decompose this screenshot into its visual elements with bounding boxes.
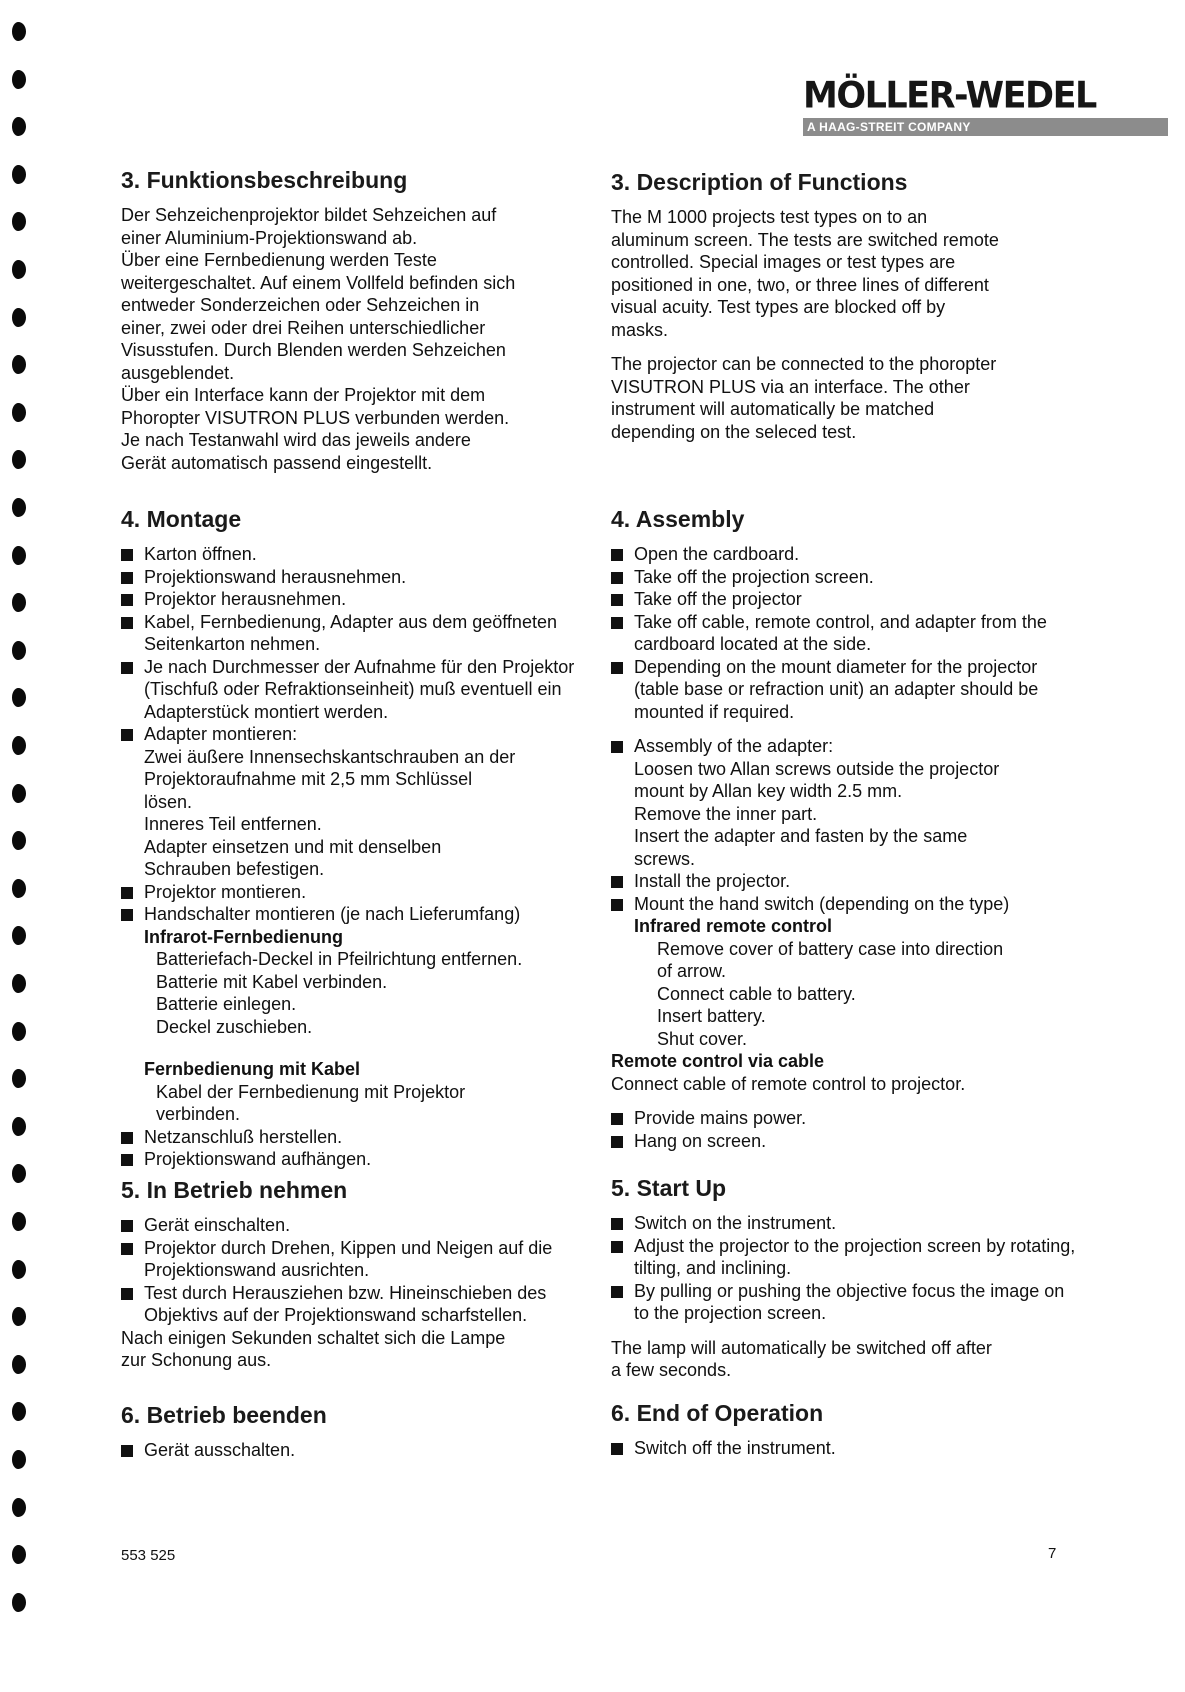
text-line: of arrow. [657, 961, 727, 981]
cable-steps [611, 1073, 1081, 1096]
company-logo [803, 76, 1168, 136]
binder-hole [12, 1450, 26, 1469]
text-line: einer, zwei oder drei Reihen unterschiedlicher [121, 317, 486, 338]
text-line: Batterie mit Kabel verbinden. [156, 971, 388, 992]
infrared-steps [611, 938, 1081, 1051]
text-line: Zwei äußere Innensechskantschrauben an der [144, 746, 516, 767]
list-item: Open the cardboard. [611, 543, 1081, 566]
subheading-infrared: Infrarot-Fernbedienung [144, 926, 343, 947]
binder-hole [12, 784, 26, 803]
text-line: VISUTRON PLUS via an interface. The other [611, 376, 970, 397]
section-title: 4. Assembly [611, 506, 745, 532]
binder-hole [12, 736, 26, 755]
text-line: depending on the seleced test. [611, 421, 857, 442]
adapter-steps [121, 746, 591, 881]
bullet-list [611, 543, 1081, 723]
section-title: 5. Start Up [611, 1175, 727, 1201]
binder-hole [12, 260, 26, 279]
logo-tagline: A HAAG-STREIT COMPANY [803, 118, 1168, 136]
bullet-list [121, 1439, 591, 1462]
section-3-en [611, 168, 1081, 443]
list-item: Depending on the mount diameter for the projector (table base or refraction unit) an adapter should be mounted if required. [611, 656, 1081, 724]
text-line: Batteriefach-Deckel in Pfeilrichtung entfernen. [156, 949, 523, 969]
text-line: mount by Allan key width 2.5 mm. [634, 781, 903, 801]
list-item: Adjust the projector to the projection screen by rotating, tilting, and inclining. [611, 1235, 1081, 1280]
binder-hole [12, 1402, 26, 1421]
binder-hole [12, 1498, 26, 1517]
bullet-list [611, 870, 1081, 915]
text-line: positioned in one, two, or three lines of different [611, 274, 989, 295]
text-line: The projector can be connected to the phoropter [611, 354, 997, 374]
binder-hole [12, 403, 26, 422]
binder-hole [12, 498, 26, 517]
list-item: Take off the projector [611, 588, 1081, 611]
binder-hole [12, 1355, 26, 1374]
list-item: Assembly of the adapter: [611, 735, 1081, 758]
bullet-list [121, 1126, 591, 1171]
adapter-steps [611, 758, 1081, 871]
binder-hole [12, 688, 26, 707]
bullet-list [611, 1437, 1081, 1460]
binder-hole [12, 1069, 26, 1088]
text-line: masks. [611, 319, 669, 340]
binder-hole [12, 546, 26, 565]
list-item: By pulling or pushing the objective focus the image on to the projection screen. [611, 1280, 1081, 1325]
list-item: Take off cable, remote control, and adapter from the cardboard located at the side. [611, 611, 1081, 656]
section-4-de [121, 505, 591, 1171]
text-line: Über ein Interface kann der Projektor mit dem [121, 385, 486, 405]
text-line: Gerät automatisch passend eingestellt. [121, 452, 433, 473]
text-line: screws. [634, 848, 696, 869]
section-note [611, 1337, 1081, 1382]
text-line: Visusstufen. Durch Blenden werden Sehzeichen [121, 340, 506, 360]
logo-wordmark: MÖLLER-WEDEL [803, 75, 1096, 117]
list-item: Take off the projection screen. [611, 566, 1081, 589]
section-3-de [121, 166, 591, 474]
subheading-infrared: Infrared remote control [634, 916, 833, 936]
binder-hole [12, 974, 26, 993]
binder-hole [12, 1545, 26, 1564]
text-line: Inneres Teil entfernen. [144, 814, 322, 834]
binder-hole [12, 926, 26, 945]
text-line: Über eine Fernbedienung werden Teste [121, 250, 437, 270]
binder-hole [12, 117, 26, 136]
list-item: Projektor montieren. [121, 881, 591, 904]
text-line: Kabel der Fernbedienung mit Projektor [156, 1081, 466, 1102]
list-item: Gerät einschalten. [121, 1214, 591, 1237]
bullet-list [611, 1212, 1081, 1325]
text-line: Insert battery. [657, 1006, 766, 1026]
text-line: Shut cover. [657, 1028, 748, 1049]
list-item: Projektor durch Drehen, Kippen und Neigen auf die Projektionswand ausrichten. [121, 1237, 591, 1282]
section-4-en [611, 505, 1081, 1152]
binder-hole [12, 355, 26, 374]
text-line: Schrauben befestigen. [144, 859, 325, 879]
list-item: Netzanschluß herstellen. [121, 1126, 591, 1149]
list-item: Provide mains power. [611, 1107, 1081, 1130]
text-line: Projektoraufnahme mit 2,5 mm Schlüssel [144, 769, 473, 789]
text-line: ausgeblendet. [121, 362, 235, 383]
section-6-de [121, 1401, 591, 1462]
section-title: 3. Description of Functions [611, 169, 908, 195]
bullet-list [121, 1214, 591, 1327]
subheading-cable: Remote control via cable [611, 1051, 825, 1071]
list-item: Switch on the instrument. [611, 1212, 1081, 1235]
text-line: aluminum screen. The tests are switched remote [611, 229, 999, 250]
text-line: Phoropter VISUTRON PLUS verbunden werden. [121, 407, 510, 428]
text-line: a few seconds. [611, 1360, 732, 1380]
text-line: The M 1000 projects test types on to an [611, 207, 928, 227]
bullet-list [121, 543, 591, 746]
section-title: 3. Funktionsbeschreibung [121, 167, 408, 193]
bullet-list [611, 1107, 1081, 1152]
section-title: 4. Montage [121, 506, 242, 532]
text-line: Remove cover of battery case into direction [657, 938, 1004, 959]
section-title: 6. End of Operation [611, 1400, 824, 1426]
page-number: 7 [1048, 1545, 1057, 1562]
text-line: Batterie einlegen. [156, 994, 297, 1014]
section-body [611, 353, 1081, 443]
list-item: Adapter montieren: [121, 723, 591, 746]
binder-hole [12, 1593, 26, 1612]
bullet-list [121, 881, 591, 926]
section-body [611, 206, 1081, 341]
text-line: Loosen two Allan screws outside the projector [634, 758, 1000, 779]
text-line: Adapter einsetzen und mit denselben [144, 836, 442, 857]
text-line: entweder Sonderzeichen oder Sehzeichen in [121, 295, 480, 315]
text-line: Remove the inner part. [634, 803, 818, 824]
binder-hole [12, 1164, 26, 1183]
binder-hole [12, 1212, 26, 1231]
list-item: Handschalter montieren (je nach Lieferumfang) [121, 903, 591, 926]
infrared-steps [121, 948, 591, 1038]
binder-hole [12, 308, 26, 327]
binder-hole [12, 22, 26, 41]
binder-hole [12, 70, 26, 89]
list-item: Je nach Durchmesser der Aufnahme für den Projektor (Tischfuß oder Refraktionseinheit) muß eventuell ein Adapterstück montiert werden. [121, 656, 591, 724]
text-line: Nach einigen Sekunden schaltet sich die Lampe [121, 1327, 506, 1348]
binder-hole [12, 879, 26, 898]
subheading-cable: Fernbedienung mit Kabel [144, 1059, 361, 1079]
list-item: Test durch Herausziehen bzw. Hineinschieben des Objektivs auf der Projektionswand scharfstellen. [121, 1282, 591, 1327]
binder-hole [12, 831, 26, 850]
list-item: Projektor herausnehmen. [121, 588, 591, 611]
text-line: einer Aluminium-Projektionswand ab. [121, 227, 418, 248]
text-line: instrument will automatically be matched [611, 399, 935, 419]
document-number: 553 525 [121, 1547, 176, 1564]
binder-hole [12, 1307, 26, 1326]
list-item: Mount the hand switch (depending on the type) [611, 893, 1081, 916]
text-line: Deckel zuschieben. [156, 1016, 313, 1037]
binder-holes [0, 0, 40, 1692]
list-item: Switch off the instrument. [611, 1437, 1081, 1460]
bullet-list [611, 735, 1081, 758]
text-line: visual acuity. Test types are blocked off by [611, 297, 946, 317]
list-item: Kabel, Fernbedienung, Adapter aus dem geöffneten Seitenkarton nehmen. [121, 611, 591, 656]
text-line: Connect cable to battery. [657, 983, 856, 1004]
section-5-en [611, 1174, 1081, 1382]
section-6-en [611, 1399, 1081, 1460]
binder-hole [12, 212, 26, 231]
list-item: Install the projector. [611, 870, 1081, 893]
binder-hole [12, 593, 26, 612]
text-line: verbinden. [156, 1104, 241, 1124]
list-item: Projektionswand aufhängen. [121, 1148, 591, 1171]
binder-hole [12, 1022, 26, 1041]
text-line: controlled. Special images or test types are [611, 252, 956, 272]
binder-hole [12, 1260, 26, 1279]
text-line: zur Schonung aus. [121, 1350, 272, 1370]
text-line: Der Sehzeichenprojektor bildet Sehzeichen auf [121, 205, 497, 225]
section-title: 5. In Betrieb nehmen [121, 1177, 348, 1203]
text-line: weitergeschaltet. Auf einem Vollfeld befinden sich [121, 272, 516, 293]
list-item: Gerät ausschalten. [121, 1439, 591, 1462]
binder-hole [12, 1117, 26, 1136]
binder-hole [12, 641, 26, 660]
text-line: Insert the adapter and fasten by the same [634, 826, 968, 846]
section-5-de [121, 1176, 591, 1372]
text-line: Je nach Testanwahl wird das jeweils andere [121, 430, 471, 450]
text-line: lösen. [144, 791, 193, 812]
cable-steps [121, 1081, 591, 1126]
text-line: Connect cable of remote control to projector. [611, 1073, 966, 1094]
section-note [121, 1327, 591, 1372]
list-item: Hang on screen. [611, 1130, 1081, 1153]
section-title: 6. Betrieb beenden [121, 1402, 327, 1428]
list-item: Karton öffnen. [121, 543, 591, 566]
list-item: Projektionswand herausnehmen. [121, 566, 591, 589]
binder-hole [12, 450, 26, 469]
binder-hole [12, 165, 26, 184]
text-line: The lamp will automatically be switched off after [611, 1337, 992, 1358]
section-body [121, 204, 591, 474]
